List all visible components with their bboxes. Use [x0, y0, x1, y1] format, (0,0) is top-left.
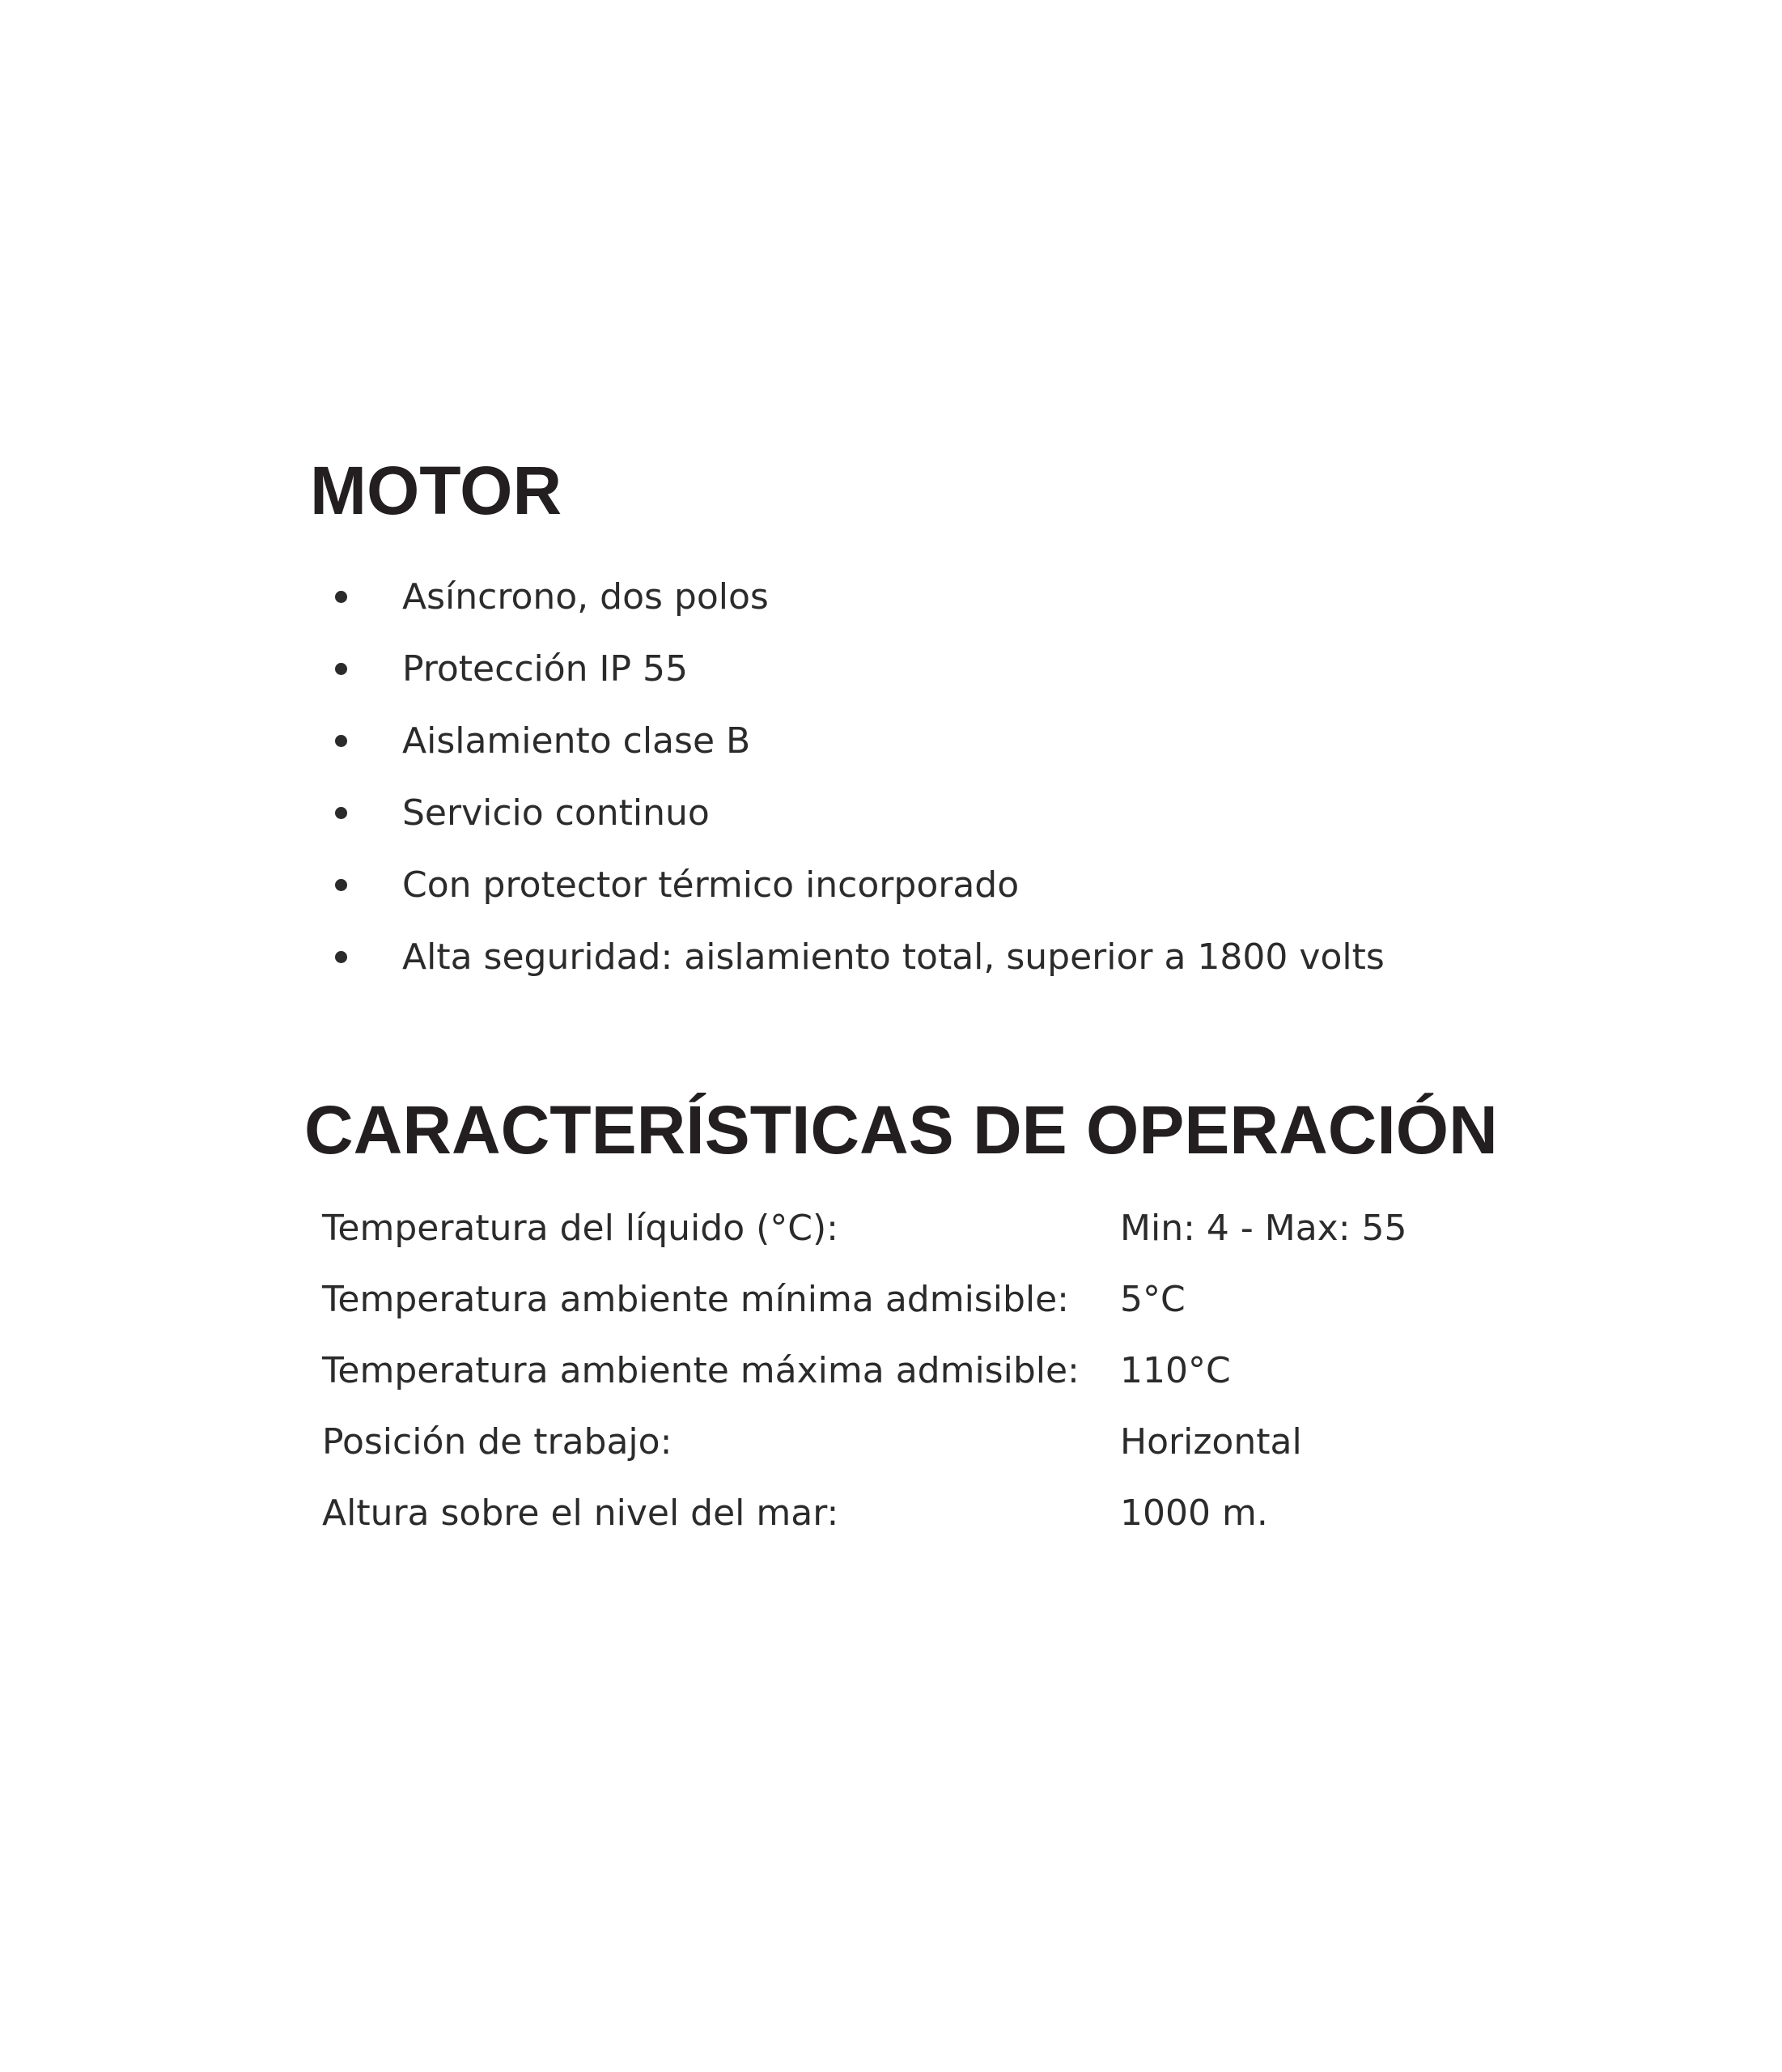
list-item-text: Aislamiento clase B: [402, 720, 751, 762]
table-row: [322, 1264, 1471, 1335]
bullet-icon: [335, 807, 347, 819]
operation-spec-table: [322, 1193, 1471, 1549]
spec-label: Temperatura del líquido (°C):: [322, 1208, 838, 1249]
bullet-icon: [335, 591, 347, 603]
table-row: [322, 1478, 1471, 1549]
bullet-icon: [335, 735, 347, 747]
spec-label: Altura sobre el nivel del mar:: [322, 1492, 839, 1534]
list-item-text: Protección IP 55: [402, 648, 689, 690]
spec-value: Horizontal: [1120, 1421, 1302, 1463]
spec-label: Temperatura ambiente máxima admisible:: [322, 1350, 1080, 1391]
table-row: [322, 1407, 1471, 1478]
table-row: [322, 1193, 1471, 1264]
motor-heading: MOTOR: [310, 452, 562, 529]
bullet-icon: [335, 951, 347, 963]
list-item-text: Asíncrono, dos polos: [402, 576, 769, 618]
list-item-text: Alta seguridad: aislamiento total, superior a 1800 volts: [402, 936, 1385, 978]
spec-label: Temperatura ambiente mínima admisible:: [322, 1279, 1069, 1320]
spec-label: Posición de trabajo:: [322, 1421, 672, 1463]
spec-value: 5°C: [1120, 1279, 1186, 1320]
list-item-text: Servicio continuo: [402, 792, 710, 834]
list-item-text: Con protector térmico incorporado: [402, 864, 1020, 906]
spec-value: 110°C: [1120, 1350, 1231, 1391]
bullet-icon: [335, 663, 347, 675]
spec-value: Min: 4 - Max: 55: [1120, 1208, 1407, 1249]
bullet-icon: [335, 879, 347, 891]
operation-characteristics-heading: CARACTERÍSTICAS DE OPERACIÓN: [304, 1092, 1498, 1168]
spec-value: 1000 m.: [1120, 1492, 1268, 1534]
table-row: [322, 1335, 1471, 1407]
